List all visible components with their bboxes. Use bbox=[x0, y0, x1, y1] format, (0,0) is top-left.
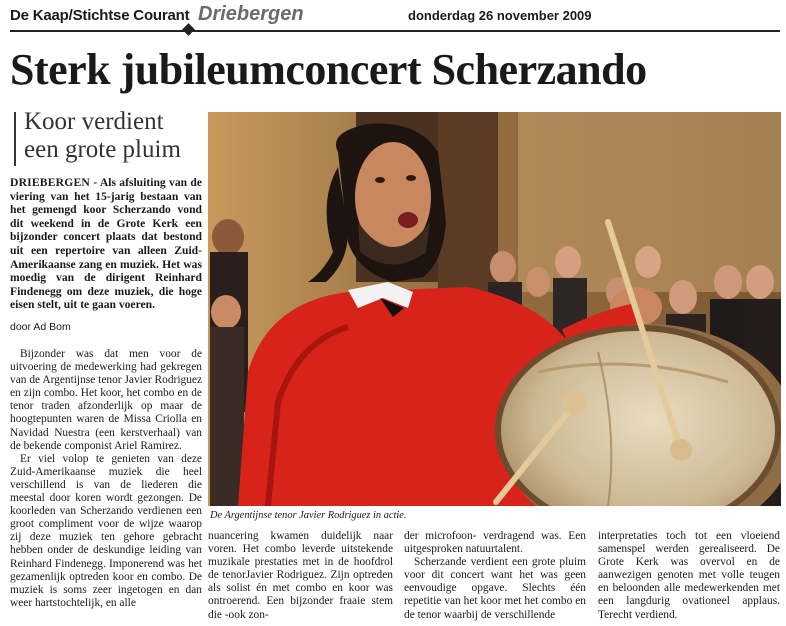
section-name: Driebergen bbox=[198, 3, 304, 25]
lead-paragraph bbox=[10, 176, 202, 312]
photo-caption: De Argentijnse tenor Javier Rodriguez in actie. bbox=[210, 510, 407, 521]
lead-dateline: DRIEBERGEN bbox=[10, 176, 90, 189]
header-rule bbox=[10, 30, 780, 32]
article-photo bbox=[208, 112, 781, 506]
subhead-bar bbox=[14, 112, 16, 166]
photo-illustration bbox=[208, 112, 781, 506]
body-column-4 bbox=[598, 530, 780, 622]
body-column-1 bbox=[10, 348, 202, 610]
paragraph: interpretaties toch tot een vloeiend samenspel werden gerealiseerd. De Grote Kerk was overvol en de aanwezigen genoten met volle teugen en beloonden alle medewerkenden met een langdurig ovationeel applaus. Terecht verdiend. bbox=[598, 530, 780, 621]
body-column-2 bbox=[208, 530, 393, 622]
paragraph: Bijzonder was dat men voor de uitvoering de medewerking had gekregen van de Argentijnse tenor Javier Rodriguez en zijn combo. Het koor, het combo en de tenor traden afzonderlijk op maar de hoogtepunten waren de Missa Criolla en Navidad Nuestra (een kerstverhaal) van de bekende componist Ariel Ramirez. bbox=[10, 348, 202, 452]
newspaper-name: De Kaap/Stichtse Courant bbox=[10, 7, 190, 24]
subhead: Koor verdient een grote pluim bbox=[24, 108, 181, 163]
masthead bbox=[10, 4, 780, 30]
body-column-3 bbox=[404, 530, 586, 622]
byline: door Ad Bom bbox=[10, 321, 71, 333]
lead-text: - Als afsluiting van de viering van het 15-jarig bestaan van het gemengd koor Scherzando vond dit weekend in de Grote Kerk een bijzonder concert plaats dat bestond uit een repertoire van alleen Zuid-Amerikaanse zang en muziek. Het was moedig van de dirigent Reinhard Findenegg om deze muziek, die hoge eisen stelt, uit te gaan voeren. bbox=[10, 176, 202, 312]
headline: Sterk jubileumconcert Scherzando bbox=[10, 45, 647, 94]
issue-date: donderdag 26 november 2009 bbox=[408, 8, 592, 23]
paragraph: der microfoon- verdragend was. Een uitgesproken natuurtalent. bbox=[404, 530, 586, 556]
paragraph: Scherzande verdient een grote pluim voor dit concert want het was geen eenvoudige opgave. Slechts één repetitie van het koor met het combo en de tenor waarbij de verschillende bbox=[404, 556, 586, 621]
paragraph: nuancering kwamen duidelijk naar voren. Het combo leverde uitstekende muzikale prestaties met in de hoofdrol de tenorJavier Rodriguez. Zijn optreden als solist én met combo en koor was ontroerend. Een bijzonder fraaie stem die -ook zon- bbox=[208, 530, 393, 621]
paragraph: Er viel volop te genieten van deze Zuid-Amerikaanse muziek die heel verschillend is van de liederen die meestal door koren wordt gezongen. De koorleden van Scherzando verdienen een groot compliment voor de wijze waarop zij deze muziek ten gehore gebracht hebben onder de deskundige leiding van Reinhard Findenegg. Imponerend was het gezamenlijk optreden koor en combo. De muziek is soms zeer ingetogen en dan weer hartstochtelijk, en alle bbox=[10, 452, 202, 609]
